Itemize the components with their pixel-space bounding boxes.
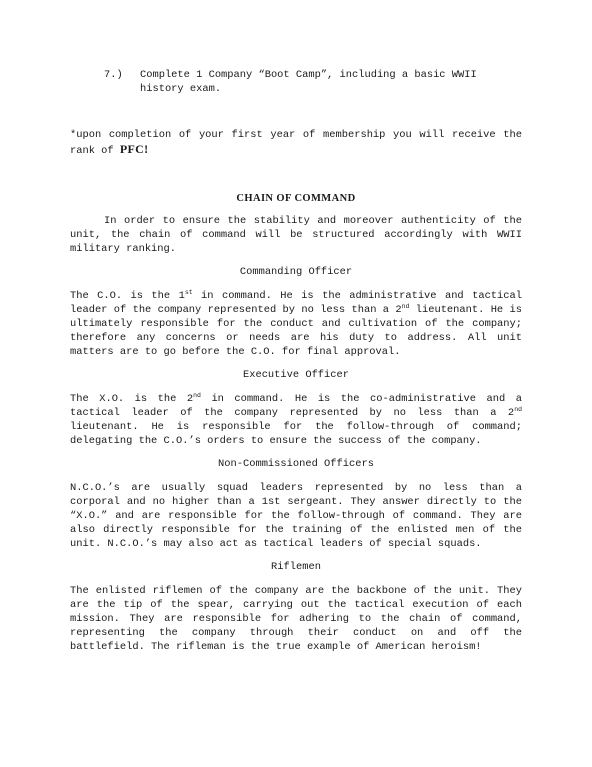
rank-pfc: PFC!: [119, 142, 149, 156]
xo-sup-1: nd: [193, 392, 201, 399]
co-sup-1: st: [184, 289, 193, 296]
paragraph-nco: N.C.O.’s are usually squad leaders represented by no less than a corporal and no higher than a 1st sergeant. They answer directly to the “X.O.” and are responsible for the follow-through of command. They are also directly responsible for the training of the enlisted men of the unit. N.C.O.’s may also act as tactical leaders of special squads.: [70, 482, 522, 550]
completion-note-text: *upon completion of your first year of membership you will receive the rank of: [70, 129, 522, 157]
list-item-number: 7.): [104, 69, 123, 81]
co-sup-2: nd: [401, 303, 410, 310]
paragraph-commanding-officer: [70, 289, 522, 359]
xo-sup-2: nd: [514, 406, 522, 413]
xo-text-1: The X.O. is the 2: [70, 393, 194, 405]
paragraph-riflemen: The enlisted riflemen of the company are the backbone of the unit. They are the tip of the spear, carrying out the tactical execution of each mission. They are responsible for adhering to the chain of command, representing the company through their conduct on and off the battlefield. The rifleman is the true example of American heroism!: [70, 585, 522, 653]
co-text-2: in command. He is the administrative and tactical leader of the company represented by no less than a 2: [70, 290, 522, 316]
heading-executive-officer: Executive Officer: [242, 369, 349, 381]
heading-riflemen: Riflemen: [271, 561, 321, 573]
heading-nco: Non-Commissioned Officers: [218, 458, 374, 470]
chain-of-command-intro: [70, 214, 522, 256]
xo-text-3: lieutenant. He is responsible for the follow-through of command; delegating the C.O.’s orders to ensure the success of the company.: [70, 421, 522, 447]
intro-text: In order to ensure the stability and moreover authenticity of the unit, the chain of command will be structured accordingly with WWII military ranking.: [70, 215, 522, 255]
co-text-1: The C.O. is the 1: [70, 290, 185, 302]
chain-of-command-title: CHAIN OF COMMAND: [236, 193, 356, 204]
paragraph-executive-officer: [70, 392, 522, 448]
list-item-text: Complete 1 Company “Boot Camp”, including a basic WWII history exam.: [140, 69, 477, 95]
co-text-3: lieutenant. He is ultimately responsible for the conduct and cultivation of the company; therefore any concerns or needs are his duty to address. All unit matters are to go before the C.O. for final approval.: [70, 304, 522, 358]
xo-text-2: in command. He is the co-administrative and a tactical leader of the company represented by no less than a 2: [70, 393, 522, 419]
completion-note: [70, 128, 522, 158]
heading-commanding-officer: Commanding Officer: [239, 266, 353, 278]
